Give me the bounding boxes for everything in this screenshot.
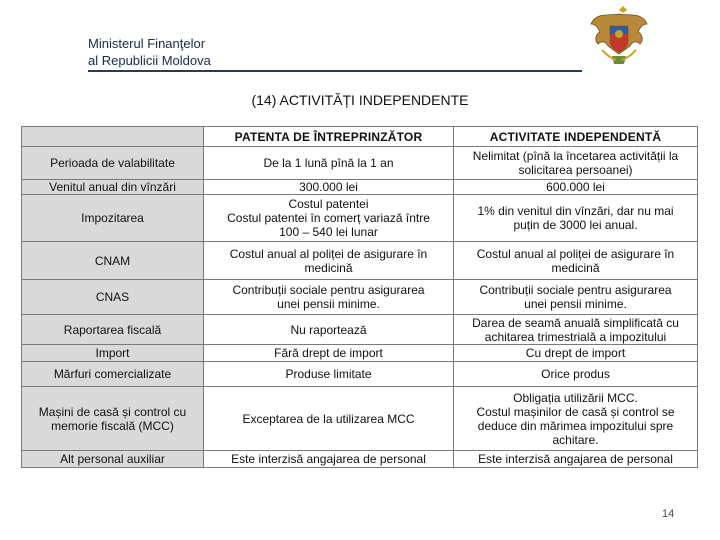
- table-row: [22, 362, 698, 387]
- cell-line: Costul patentei în comerț variază între: [227, 211, 430, 225]
- cell-line: Costul patentei: [288, 197, 369, 211]
- row-label: Impozitarea: [22, 195, 204, 242]
- cell-line: 600.000 lei: [546, 180, 605, 194]
- cell-activitate: [454, 147, 698, 180]
- cell-line: puțin de 3000 lei anual.: [513, 218, 638, 232]
- cell-line: De la 1 lună pînă la 1 an: [263, 156, 394, 170]
- cell-line: Este interzisă angajarea de personal: [231, 452, 426, 466]
- row-label: Raportarea fiscală: [22, 315, 204, 345]
- table-row: [22, 451, 698, 468]
- header-patenta: PATENTA DE ÎNTREPRINZĂTOR: [204, 127, 454, 147]
- cell-line: Costul anual al poliței de asigurare în: [229, 246, 428, 261]
- row-label: Venitul anual din vînzări: [22, 180, 204, 195]
- cell-line: Orice produs: [541, 367, 610, 381]
- cell-line: unei pensii minime.: [277, 297, 380, 311]
- cell-activitate: [454, 280, 698, 315]
- row-label: Alt personal auxiliar: [22, 451, 204, 468]
- table-row: [22, 345, 698, 362]
- table-row: [22, 280, 698, 315]
- cell-patenta: [204, 451, 454, 468]
- cell-line: Nu raportează: [290, 322, 367, 337]
- header-divider: [88, 70, 582, 72]
- cell-activitate: [454, 387, 698, 451]
- header-activitate: ACTIVITATE INDEPENDENTĂ: [454, 127, 698, 147]
- table-row: [22, 242, 698, 280]
- cell-patenta: [204, 280, 454, 315]
- table-header-row: [22, 127, 698, 147]
- row-label: Import: [22, 345, 204, 362]
- cell-line: 300.000 lei: [299, 180, 358, 194]
- cell-line: Contribuții sociale pentru asigurarea: [479, 283, 672, 297]
- comparison-table: [21, 126, 698, 468]
- cell-line: solicitarea persoanei): [518, 163, 633, 177]
- cell-line: achitarea trimestrială a impozitului: [484, 329, 667, 344]
- table-row: [22, 387, 698, 451]
- cell-line: medicină: [304, 260, 353, 275]
- cell-activitate: [454, 315, 698, 345]
- slide-title: (14) ACTIVITĂȚI INDEPENDENTE: [251, 92, 469, 108]
- cell-line: Contribuții sociale pentru asigurarea: [232, 283, 425, 297]
- cell-line: Fără drept de import: [274, 346, 383, 360]
- moldova-coat-of-arms-icon: [588, 4, 650, 70]
- cell-line: Cu drept de import: [525, 346, 626, 360]
- cell-patenta: [204, 180, 454, 195]
- cell-line: 100 – 540 lei lunar: [279, 225, 378, 239]
- table-row: [22, 147, 698, 180]
- row-label: Mărfuri comercializate: [22, 362, 204, 387]
- cell-patenta: [204, 387, 454, 451]
- ministry-line-1: Ministerul Finanţelor: [88, 36, 206, 51]
- cell-line: Costul mașinilor de casă și control se: [476, 404, 675, 419]
- row-label: CNAS: [22, 280, 204, 315]
- cell-activitate: [454, 345, 698, 362]
- table-row: [22, 195, 698, 242]
- cell-patenta: [204, 315, 454, 345]
- row-label: Perioada de valabilitate: [22, 147, 204, 180]
- cell-patenta: [204, 147, 454, 180]
- cell-activitate: [454, 180, 698, 195]
- row-label: Mașini de casă și control cu memorie fiscală (MCC): [22, 387, 204, 451]
- cell-activitate: [454, 362, 698, 387]
- header-corner: [22, 127, 204, 147]
- cell-patenta: [204, 362, 454, 387]
- table-row: [22, 180, 698, 195]
- cell-patenta: [204, 242, 454, 280]
- cell-line: Costul anual al poliței de asigurare în: [476, 246, 675, 261]
- cell-line: deduce din mărimea impozitului spre: [477, 418, 674, 433]
- cell-patenta: [204, 195, 454, 242]
- cell-line: 1% din venitul din vînzări, dar nu mai: [477, 204, 674, 218]
- cell-activitate: [454, 195, 698, 242]
- row-label: CNAM: [22, 242, 204, 280]
- cell-line: Nelimitat (pînă la încetarea activității la: [472, 149, 679, 163]
- page-number: 14: [662, 508, 675, 520]
- cell-patenta: [204, 345, 454, 362]
- cell-line: Exceptarea de la utilizarea MCC: [242, 411, 415, 426]
- cell-line: Este interzisă angajarea de personal: [478, 452, 673, 466]
- ministry-name: [88, 35, 211, 69]
- cell-activitate: [454, 242, 698, 280]
- ministry-line-2: al Republicii Moldova: [88, 53, 211, 68]
- cell-line: Obligația utilizării MCC.: [513, 390, 638, 405]
- table-row: [22, 315, 698, 345]
- cell-line: medicină: [551, 260, 600, 275]
- cell-line: achitare.: [552, 432, 599, 447]
- cell-line: Darea de seamă anuală simplificată cu: [472, 315, 679, 330]
- cell-line: Produse limitate: [285, 367, 372, 381]
- cell-activitate: [454, 451, 698, 468]
- cell-line: unei pensii minime.: [524, 297, 627, 311]
